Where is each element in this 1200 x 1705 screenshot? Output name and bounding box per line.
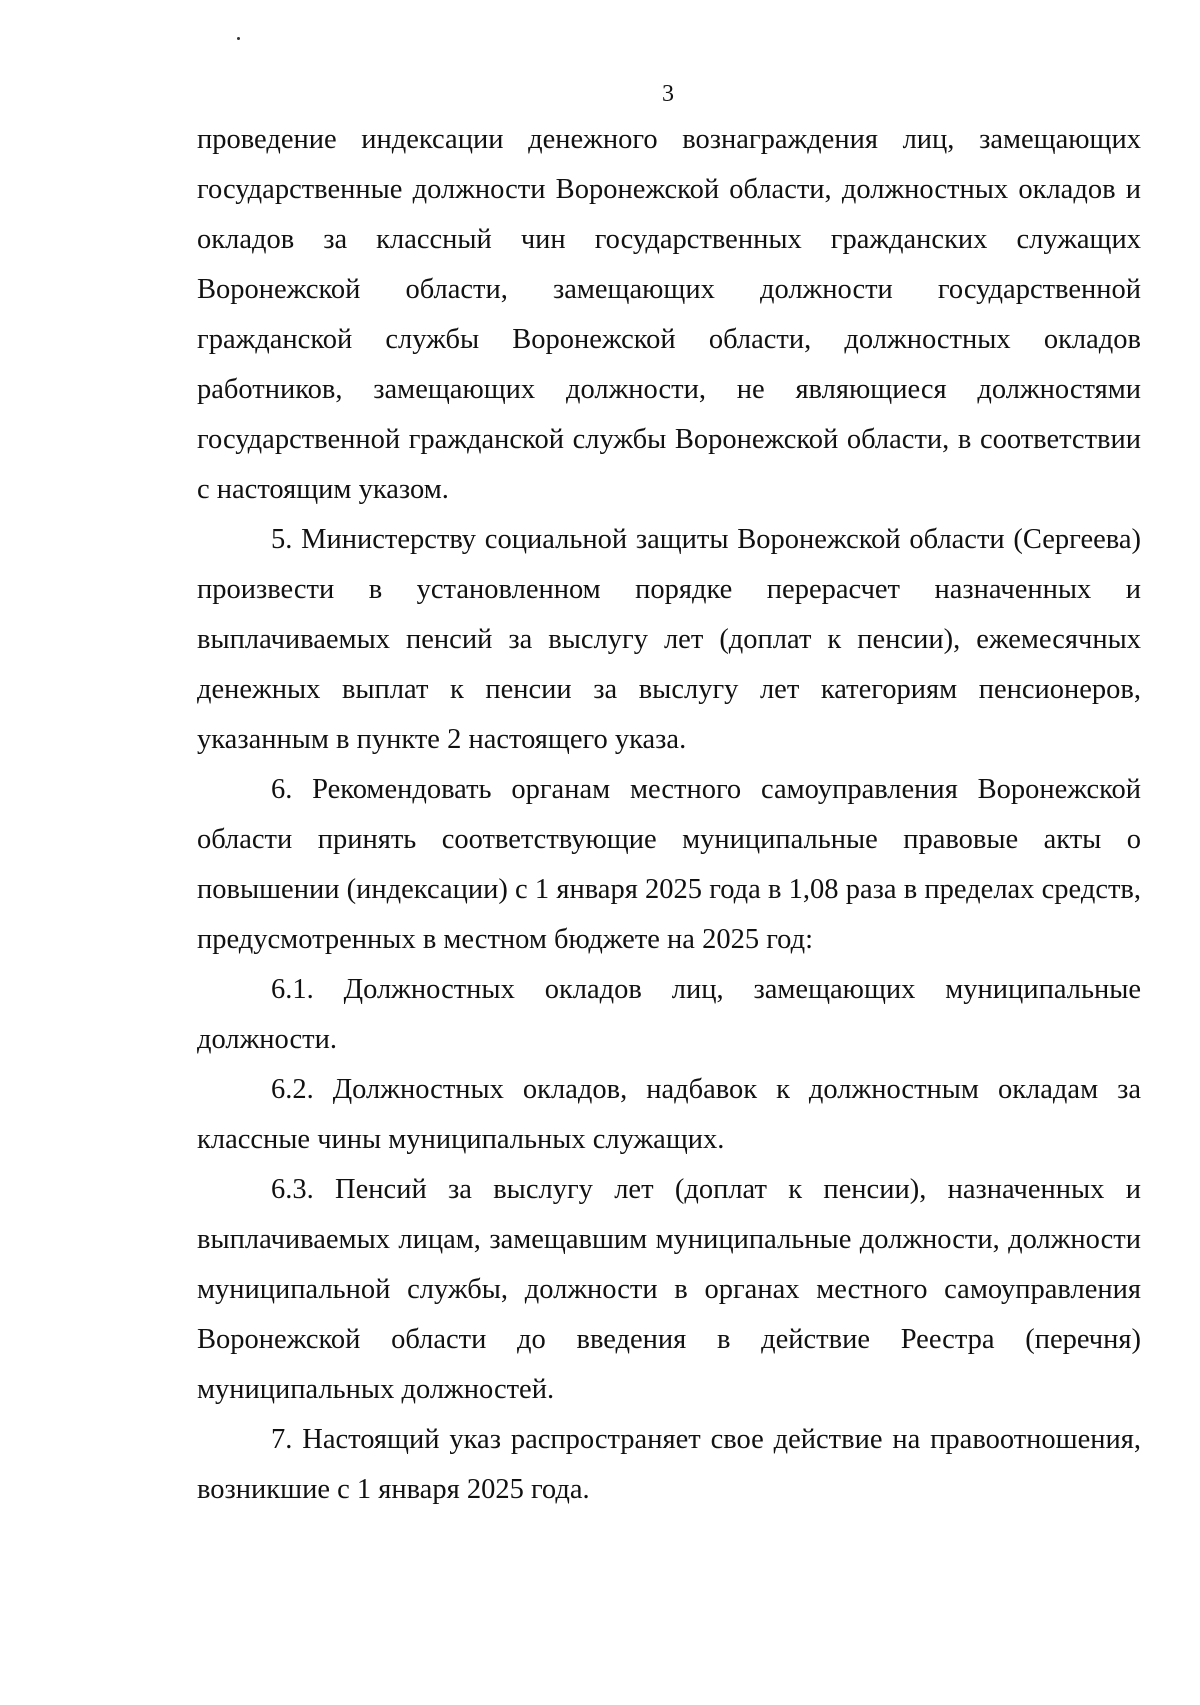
paragraph-continuation: проведение индексации денежного вознаграждения лиц, замещающих государственные должности Воронежской области, должностных окладов и окладов за классный чин государственных гражданских служащих Воронежской области, замещающих должности государственной гражданской службы Воронежской области, должностных окладов работников, замещающих должности, не являющиеся должностями государственной гражданской службы Воронежской области, в соответствии с настоящим указом. bbox=[197, 124, 1141, 505]
paragraph-item-6-2: 6.2. Должностных окладов, надбавок к должностным окладам за классные чины муниципальных служащих. bbox=[197, 1074, 1141, 1155]
page-number: 3 bbox=[662, 81, 674, 107]
paragraph-item-7: 7. Настоящий указ распространяет свое действие на правоотношения, возникшие с 1 января 2025 года. bbox=[197, 1424, 1141, 1505]
paragraph-item-5: 5. Министерству социальной защиты Воронежской области (Сергеева) произвести в установленном порядке перерасчет назначенных и выплачиваемых пенсий за выслугу лет (доплат к пенсии), ежемесячных денежных выплат к пенсии за выслугу лет категориям пенсионеров, указанным в пункте 2 настоящего указа. bbox=[197, 524, 1141, 755]
paragraph-item-6-1: 6.1. Должностных окладов лиц, замещающих муниципальные должности. bbox=[197, 974, 1141, 1055]
scan-speck bbox=[237, 37, 240, 40]
document-body bbox=[197, 115, 1141, 1515]
paragraph-item-6-3: 6.3. Пенсий за выслугу лет (доплат к пенсии), назначенных и выплачиваемых лицам, замещавшим муниципальные должности, должности муниципальной службы, должности в органах местного самоуправления Воронежской области до введения в действие Реестра (перечня) муниципальных должностей. bbox=[197, 1174, 1141, 1405]
paragraph-item-6: 6. Рекомендовать органам местного самоуправления Воронежской области принять соответствующие муниципальные правовые акты о повышении (индексации) с 1 января 2025 года в 1,08 раза в пределах средств, предусмотренных в местном бюджете на 2025 год: bbox=[197, 774, 1141, 955]
